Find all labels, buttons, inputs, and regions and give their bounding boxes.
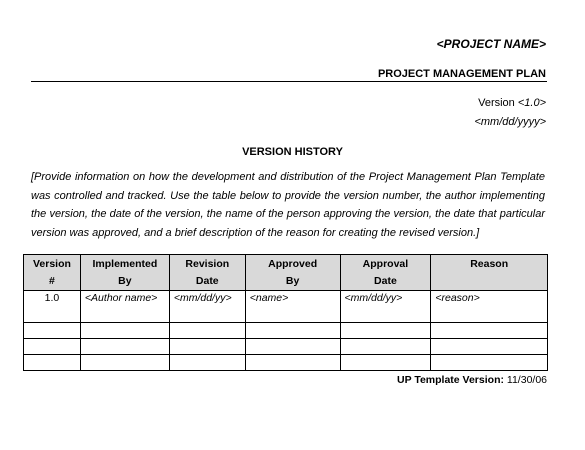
cell-reason <box>431 355 548 371</box>
table-row <box>24 355 548 371</box>
section-heading: VERSION HISTORY <box>242 146 343 158</box>
header-revision-date <box>169 255 245 291</box>
cell-approved-by <box>245 323 340 339</box>
plan-title: PROJECT MANAGEMENT PLAN <box>377 68 546 80</box>
cell-approved-by <box>245 339 340 355</box>
cell-revision-date <box>169 355 245 371</box>
header-approval-line2: Date <box>374 275 397 287</box>
version-label: Version <box>478 97 515 109</box>
header-divider <box>31 81 547 82</box>
header-reason-line1: Reason <box>470 258 509 270</box>
table-row <box>24 339 548 355</box>
table-header-row <box>24 255 548 291</box>
instructions-text: [Provide information on how the development and distribution of the Project Management Plan Template was controlled and tracked. Use the table below to provide the version number, the author implementing the version, the date of the version, the name of the person approving the version, the date that particular version was approved, and a brief description of the reason for creating the revised version.] <box>31 171 545 239</box>
cell-approved-by <box>245 355 340 371</box>
cell-revision-date <box>169 323 245 339</box>
template-version-value: 11/30/06 <box>506 374 547 386</box>
template-version-label: UP Template Version: <box>397 374 504 386</box>
header-version-line2: # <box>49 275 55 287</box>
cell-reason: <reason> <box>431 291 548 323</box>
cell-revision-date: <mm/dd/yy> <box>169 291 245 323</box>
header-version <box>24 255 81 291</box>
cell-version <box>24 323 81 339</box>
header-implemented-line2: By <box>118 275 132 287</box>
version-value: <1.0> <box>517 97 546 109</box>
cell-approval-date: <mm/dd/yy> <box>340 291 431 323</box>
cell-version <box>24 355 81 371</box>
project-name: <PROJECT NAME> <box>436 37 546 51</box>
cell-implemented-by <box>80 339 169 355</box>
cell-approval-date <box>340 323 431 339</box>
version-line <box>478 97 546 109</box>
cell-implemented-by <box>80 323 169 339</box>
document-date: <mm/dd/yyyy> <box>474 116 546 128</box>
header-approval-line1: Approval <box>362 258 409 270</box>
version-history-table <box>23 254 548 371</box>
cell-implemented-by <box>80 355 169 371</box>
cell-approval-date <box>340 355 431 371</box>
cell-approved-by: <name> <box>245 291 340 323</box>
cell-version: 1.0 <box>24 291 81 323</box>
cell-version <box>24 339 81 355</box>
header-implemented-by <box>80 255 169 291</box>
header-approved-line1: Approved <box>268 258 318 270</box>
cell-approval-date <box>340 339 431 355</box>
header-approved-line2: By <box>285 275 300 287</box>
header-approval-date <box>340 255 431 291</box>
header-reason <box>431 255 548 291</box>
cell-reason <box>431 323 548 339</box>
cell-revision-date <box>169 339 245 355</box>
table-row <box>24 291 548 323</box>
template-version-footer <box>397 374 547 386</box>
header-approved-by <box>245 255 340 291</box>
cell-reason <box>431 339 548 355</box>
header-version-line1: Version <box>32 258 71 270</box>
header-revision-line1: Revision <box>185 258 230 270</box>
header-implemented-line1: Implemented <box>92 258 158 270</box>
header-revision-line2: Date <box>195 275 219 287</box>
cell-implemented-by: <Author name> <box>80 291 169 323</box>
table-row <box>24 323 548 339</box>
